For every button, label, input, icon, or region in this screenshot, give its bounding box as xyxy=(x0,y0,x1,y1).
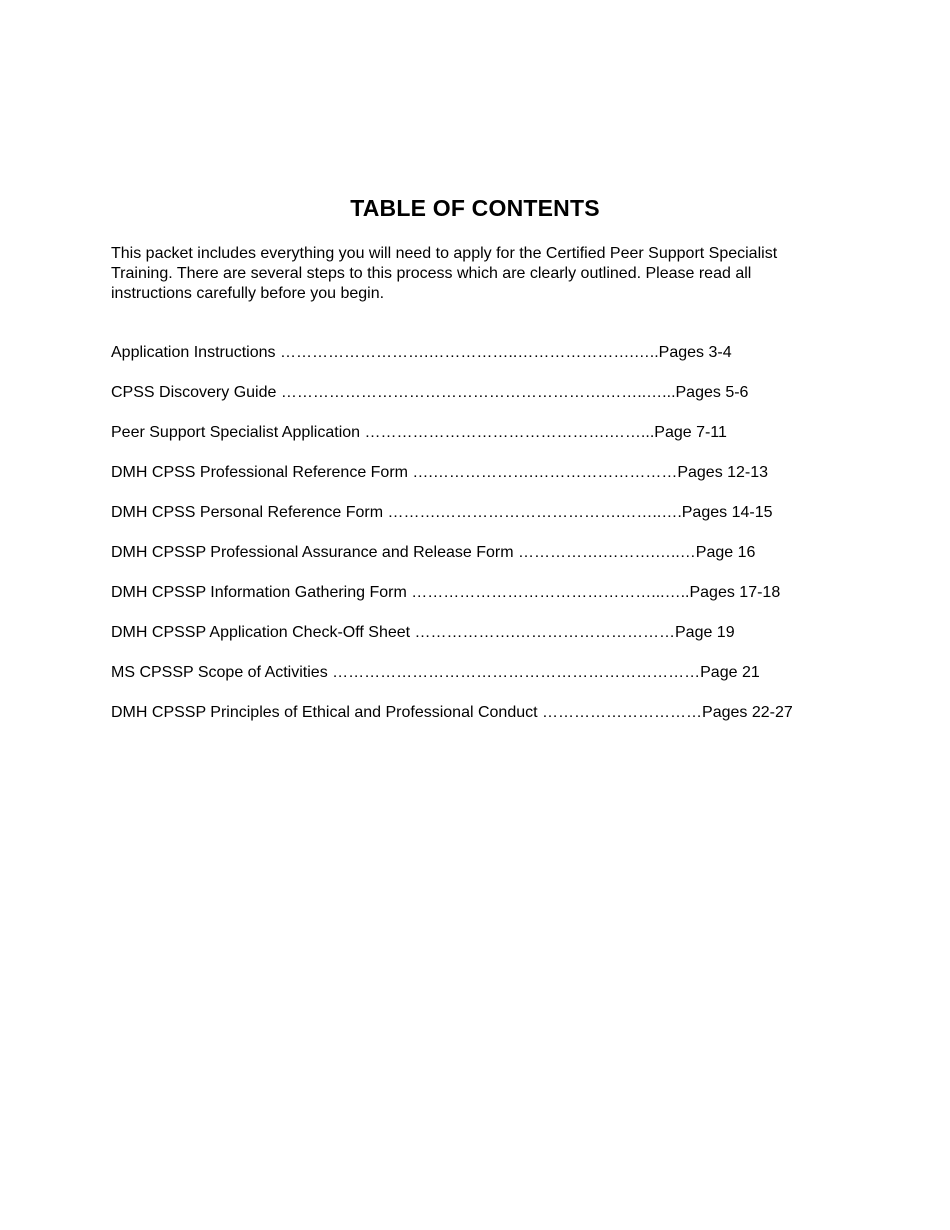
page-title: TABLE OF CONTENTS xyxy=(350,195,600,221)
intro-line: instructions carefully before you begin. xyxy=(111,285,385,302)
intro-line: Training. There are several steps to this process which are clearly outlined. Please read all xyxy=(111,265,752,282)
intro-paragraph xyxy=(111,244,841,304)
toc-entry-scope-of-activities: MS CPSSP Scope of Activities ……………………………………………………………Page 21 xyxy=(111,664,760,681)
toc-entry-application-instructions: Application Instructions ……………………….……………..………………….…..Pages 3-4 xyxy=(111,344,732,361)
toc-entry-professional-assurance-release-form: DMH CPSSP Professional Assurance and Release Form …………….……….…..…Page 16 xyxy=(111,544,756,561)
toc-entry-peer-support-specialist-application: Peer Support Specialist Application ……………………………………….……...Page 7-11 xyxy=(111,424,727,441)
toc-entry-personal-reference-form: DMH CPSS Personal Reference Form ……….…………………………….……..….Pages 14-15 xyxy=(111,504,773,521)
table-of-contents-list xyxy=(111,343,851,743)
toc-entry-application-check-off-sheet: DMH CPSSP Application Check-Off Sheet ……………….…………………………Page 19 xyxy=(111,624,735,641)
toc-entry-professional-reference-form: DMH CPSS Professional Reference Form ….……………….………………………Pages 12-13 xyxy=(111,464,769,481)
toc-entry-cpss-discovery-guide: CPSS Discovery Guide …………………………………………………….……..…...Pages 5-6 xyxy=(111,384,749,401)
toc-entry-principles-of-ethical-conduct: DMH CPSSP Principles of Ethical and Professional Conduct …………………………Pages 22-27 xyxy=(111,704,793,721)
toc-entry-information-gathering-form: DMH CPSSP Information Gathering Form ………………………………………...…..Pages 17-18 xyxy=(111,584,781,601)
intro-line: This packet includes everything you will need to apply for the Certified Peer Support Specialist xyxy=(111,245,778,262)
